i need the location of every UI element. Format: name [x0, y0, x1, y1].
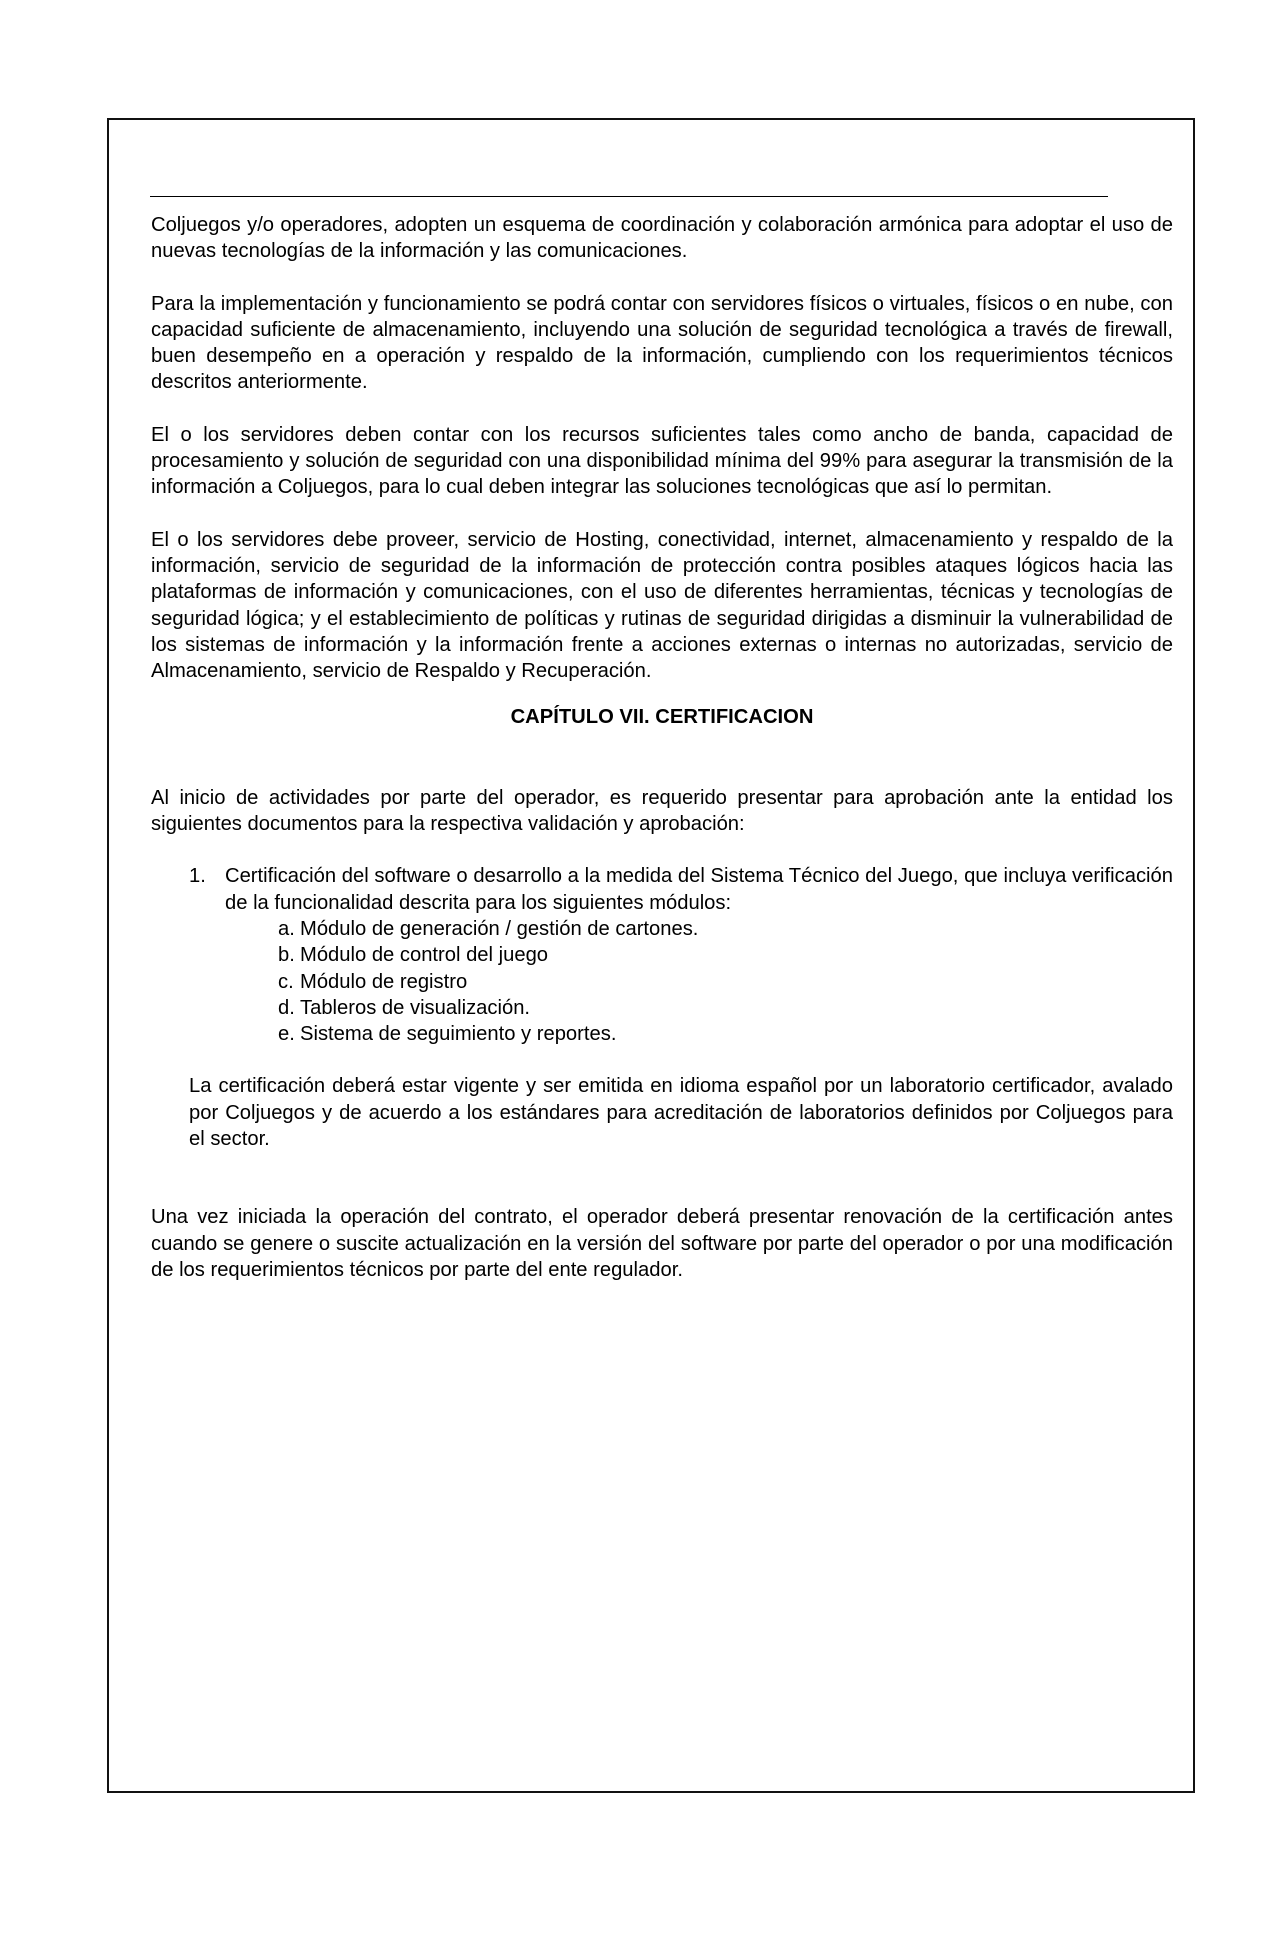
sublist-item [151, 995, 1173, 1021]
sublist-item [151, 1021, 1173, 1047]
certification-note: La certificación deberá estar vigente y ser emitida en idioma español por un laboratorio certificador, avalado por Coljuegos y de acuerdo a los estándares para acreditación de laboratorios definidos por Coljuegos para el sector. [189, 1075, 1173, 1151]
sublist-item [151, 916, 1173, 942]
chapter-heading: CAPÍTULO VII. CERTIFICACION [510, 706, 814, 729]
closing-paragraph: Una vez iniciada la operación del contrato, el operador deberá presentar renovación de la certificación antes cuando se genere o suscite actualización en la versión del software por parte del operador o por una modificación de los requerimientos técnicos por parte del ente regulador. [151, 1206, 1173, 1281]
chapter-intro: Al inicio de actividades por parte del operador, es requerido presentar para aprobación ante la entidad los siguientes documentos para la respectiva validación y aprobación: [151, 786, 1173, 836]
sublist-marker: b. [278, 944, 295, 967]
spacer [151, 1178, 1173, 1204]
list-item [151, 863, 1173, 1047]
continuation-paragraph: Coljuegos y/o operadores, adopten un esquema de coordinación y colaboración armónica para adoptar el uso de nuevas tecnologías de la información y las comunicaciones. [151, 214, 1173, 263]
sublist-item-text: Tableros de visualización. [300, 996, 531, 1019]
requirements-list [151, 863, 1173, 1047]
sublist-marker: d. [278, 996, 295, 1019]
document-body [151, 212, 1173, 1309]
sublist-item-text: Módulo de registro [300, 970, 468, 993]
sublist-marker: c. [278, 970, 294, 993]
paragraph-server-resources: El o los servidores deben contar con los recursos suficientes tales como ancho de banda, capacidad de procesamiento y solución de seguridad con una disponibilidad mínima del 99% para asegurar la transmisión de la información a Coljuegos, para lo cual deben integrar las soluciones tecnológicas que así lo permitan. [151, 423, 1173, 499]
sublist-item [151, 969, 1173, 995]
list-item-text: Certificación del software o desarrollo a la medida del Sistema Técnico del Juego, que incluya verificación de la funcionalidad descrita para los siguientes módulos: [225, 865, 1173, 914]
sublist-marker: a. [278, 917, 295, 940]
sublist-item [151, 942, 1173, 968]
separator-rule [150, 196, 1108, 197]
paragraph-implementation: Para la implementación y funcionamiento se podrá contar con servidores físicos o virtuales, físicos o en nube, con capacidad suficiente de almacenamiento, incluyendo una solución de seguridad tecnológica a través de firewall, buen desempeño en a operación y respaldo de la información, cumpliendo con los requerimientos técnicos descritos anteriormente. [151, 292, 1173, 394]
sublist-marker: e. [278, 1023, 295, 1046]
sublist-item-text: Módulo de generación / gestión de cartones. [300, 917, 699, 940]
list-marker: 1. [189, 865, 206, 888]
paragraph-server-services: El o los servidores debe proveer, servicio de Hosting, conectividad, internet, almacenamiento y respaldo de la información, servicio de seguridad de la información de protección contra posibles ataques lógicos hacia las plataformas de información y comunicaciones, con el uso de diferentes herramientas, técnicas y tecnologías de seguridad lógica; y el establecimiento de políticas y rutinas de seguridad dirigidas a disminuir la vulnerabilidad de los sistemas de información y la información frente a acciones externas o internas no autorizadas, servicio de Almacenamiento, servicio de Respaldo y Recuperación. [151, 528, 1173, 683]
modules-sublist [151, 916, 1173, 1047]
sublist-item-text: Sistema de seguimiento y reportes. [300, 1023, 617, 1046]
sublist-item-text: Módulo de control del juego [300, 944, 549, 967]
